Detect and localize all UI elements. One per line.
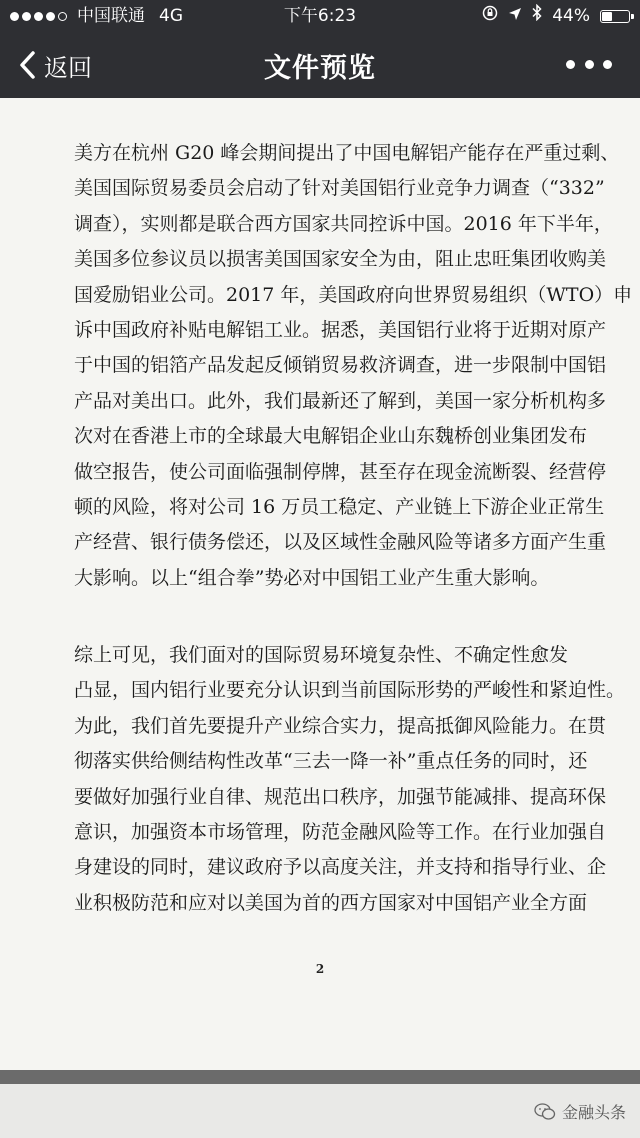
battery-icon bbox=[600, 10, 630, 23]
wechat-logo-icon bbox=[534, 1103, 556, 1121]
document-line: 美国多位参议员以损害美国国家安全为由，阻止忠旺集团收购美 bbox=[74, 248, 607, 271]
document-line: 彻落实供给侧结构性改革“三去一降一补”重点任务的同时，还 bbox=[74, 750, 588, 773]
signal-strength-icon bbox=[10, 12, 67, 21]
document-line: 诉中国政府补贴电解铝工业。据悉，美国铝行业将于近期对原产 bbox=[74, 318, 607, 341]
document-line: 次对在香港上市的全球最大电解铝企业山东魏桥创业集团发布 bbox=[74, 425, 588, 448]
more-options-button[interactable] bbox=[566, 54, 612, 74]
page-title: 文件预览 bbox=[264, 53, 376, 84]
watermark bbox=[534, 1100, 626, 1123]
status-bar bbox=[0, 0, 640, 32]
chevron-left-icon bbox=[18, 50, 36, 80]
document-line: 为此，我们首先要提升产业综合实力，提高抵御风险能力。在贯 bbox=[74, 714, 607, 737]
document-line: 大影响。以上“组合拳”势必对中国铝工业产生重大影响。 bbox=[74, 566, 550, 589]
document-preview[interactable] bbox=[0, 98, 640, 1070]
document-line: 美方在杭州 G20 峰会期间提出了中国电解铝产能存在严重过剩、 bbox=[74, 142, 620, 164]
top-bar bbox=[0, 0, 640, 98]
document-line: 顿的风险，将对公司 16 万员工稳定、产业链上下游企业正常生 bbox=[74, 495, 605, 518]
document-line: 于中国的铝箔产品发起反倾销贸易救济调查，进一步限制中国铝 bbox=[74, 354, 607, 377]
document-line: 调查），实则都是联合西方国家共同控诉中国。2016 年下半年， bbox=[74, 212, 613, 235]
more-dot-icon bbox=[585, 60, 594, 69]
status-left bbox=[10, 0, 183, 32]
battery-percent: 44% bbox=[552, 6, 590, 26]
more-dot-icon bbox=[566, 60, 575, 69]
document-paragraph-1 bbox=[74, 136, 633, 596]
location-icon bbox=[508, 0, 522, 32]
document-line: 产经营、银行债务偿还，以及区域性金融风险等诸多方面产生重 bbox=[74, 531, 607, 554]
navigation-bar bbox=[0, 32, 640, 98]
network-type: 4G bbox=[159, 6, 183, 26]
clock: 下午6:23 bbox=[283, 6, 357, 26]
document-line: 业积极防范和应对以美国为首的西方国家对中国铝产业全方面 bbox=[74, 891, 588, 914]
bluetooth-icon bbox=[532, 0, 542, 32]
watermark-text: 金融头条 bbox=[561, 1103, 626, 1122]
document-line: 做空报告，使公司面临强制停牌，甚至存在现金流断裂、经营停 bbox=[74, 460, 607, 483]
document-line: 综上可见，我们面对的国际贸易环境复杂性、不确定性愈发 bbox=[74, 644, 569, 666]
back-button[interactable] bbox=[18, 48, 92, 82]
document-line: 要做好加强行业自律、规范出口秩序，加强节能减排、提高环保 bbox=[74, 785, 607, 808]
back-label: 返回 bbox=[44, 53, 92, 82]
rotation-lock-icon bbox=[482, 0, 498, 32]
document-line: 凸显，国内铝行业要充分认识到当前国际形势的严峻性和紧迫性。 bbox=[74, 679, 626, 702]
document-line: 意识，加强资本市场管理，防范金融风险等工作。在行业加强自 bbox=[74, 820, 607, 843]
document-line: 美国国际贸易委员会启动了针对美国铝行业竞争力调查（“332” bbox=[74, 177, 605, 200]
carrier-name: 中国联通 bbox=[77, 6, 145, 26]
page-number: 2 bbox=[315, 962, 325, 976]
more-dot-icon bbox=[603, 60, 612, 69]
document-line: 国爱励铝业公司。2017 年，美国政府向世界贸易组织（WTO）申 bbox=[74, 283, 633, 306]
status-right bbox=[482, 0, 630, 32]
bottom-divider bbox=[0, 1070, 640, 1084]
document-line: 产品对美出口。此外，我们最新还了解到，美国一家分析机构多 bbox=[74, 389, 607, 412]
document-line: 身建设的同时，建议政府予以高度关注，并支持和指导行业、企 bbox=[74, 856, 607, 879]
document-paragraph-2 bbox=[74, 638, 626, 921]
